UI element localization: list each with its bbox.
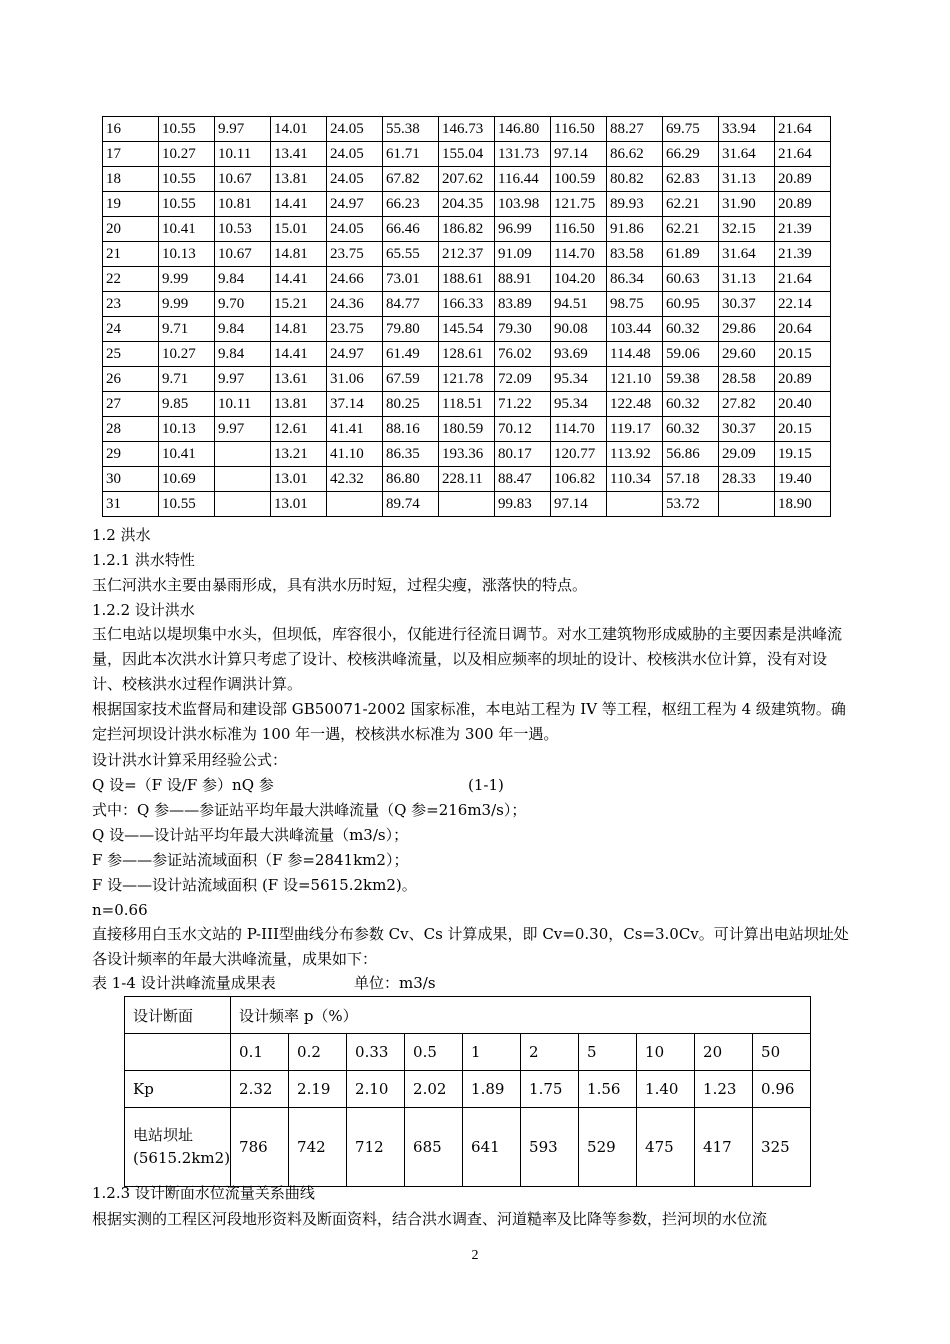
day-cell: 31: [103, 492, 159, 517]
flow-cell: 13.61: [271, 367, 327, 392]
table-row: [103, 392, 831, 417]
flow-cell: 9.97: [215, 417, 271, 442]
flow-value-cell: 475: [637, 1108, 695, 1187]
flow-cell: 31.06: [327, 367, 383, 392]
day-cell: 18: [103, 167, 159, 192]
formula-text: Q 设=（F 设/F 参）nQ 参: [92, 776, 274, 794]
frequency-cell: 0.33: [347, 1034, 405, 1071]
flow-cell: 180.59: [439, 417, 495, 442]
flow-cell: 59.06: [663, 342, 719, 367]
flow-cell: 24.66: [327, 267, 383, 292]
flow-cell: 53.72: [663, 492, 719, 517]
flow-cell: 204.35: [439, 192, 495, 217]
flow-cell: 21.39: [775, 242, 831, 267]
flow-cell: 31.90: [719, 192, 775, 217]
flow-cell: 9.84: [215, 342, 271, 367]
paragraph-formula-intro: 设计洪水计算采用经验公式：: [92, 751, 288, 769]
flow-value-cell: 593: [521, 1108, 579, 1187]
flow-cell: [215, 442, 271, 467]
flow-cell: 116.50: [551, 117, 607, 142]
flow-cell: 31.13: [719, 167, 775, 192]
flow-cell: 10.27: [159, 142, 215, 167]
flow-cell: 21.64: [775, 267, 831, 292]
flow-cell: 41.41: [327, 417, 383, 442]
table-row: [103, 342, 831, 367]
flow-cell: 9.70: [215, 292, 271, 317]
flow-cell: 13.41: [271, 142, 327, 167]
flow-cell: 24.05: [327, 117, 383, 142]
flow-cell: 114.70: [551, 242, 607, 267]
flow-cell: 80.82: [607, 167, 663, 192]
flow-cell: 9.84: [215, 267, 271, 292]
flow-cell: 24.05: [327, 217, 383, 242]
flow-cell: 84.77: [383, 292, 439, 317]
flow-cell: 88.27: [607, 117, 663, 142]
flow-cell: 10.27: [159, 342, 215, 367]
flow-cell: 186.82: [439, 217, 495, 242]
flow-cell: 99.83: [495, 492, 551, 517]
flow-cell: 20.89: [775, 192, 831, 217]
flow-cell: 9.99: [159, 267, 215, 292]
page-number: 2: [471, 1248, 479, 1263]
flow-cell: 188.61: [439, 267, 495, 292]
flow-cell: 90.08: [551, 317, 607, 342]
kp-cell: 2.19: [289, 1071, 347, 1108]
flow-cell: 91.86: [607, 217, 663, 242]
flow-cell: 62.83: [663, 167, 719, 192]
flow-cell: 80.17: [495, 442, 551, 467]
flow-cell: 13.01: [271, 467, 327, 492]
heading-1-2-2: 1.2.2 设计洪水: [92, 601, 195, 619]
day-cell: 27: [103, 392, 159, 417]
flow-cell: 31.64: [719, 142, 775, 167]
flow-cell: 103.44: [607, 317, 663, 342]
flow-cell: 88.16: [383, 417, 439, 442]
flow-cell: 120.77: [551, 442, 607, 467]
day-cell: 23: [103, 292, 159, 317]
table-row: [103, 292, 831, 317]
flow-cell: 88.47: [495, 467, 551, 492]
flow-cell: 19.40: [775, 467, 831, 492]
flow-cell: 113.92: [607, 442, 663, 467]
flow-cell: 10.41: [159, 442, 215, 467]
header-frequency: 设计频率 p（%）: [231, 997, 811, 1034]
flow-cell: 146.80: [495, 117, 551, 142]
flow-cell: 83.89: [495, 292, 551, 317]
flow-cell: 71.22: [495, 392, 551, 417]
table-row: [103, 167, 831, 192]
flow-cell: 212.37: [439, 242, 495, 267]
flow-cell: 91.09: [495, 242, 551, 267]
table-row: [103, 192, 831, 217]
flow-cell: 57.18: [663, 467, 719, 492]
flow-cell: 65.55: [383, 242, 439, 267]
flow-cell: 76.02: [495, 342, 551, 367]
day-cell: 30: [103, 467, 159, 492]
flow-cell: 13.01: [271, 492, 327, 517]
frequency-cell: 20: [695, 1034, 753, 1071]
flow-cell: 14.41: [271, 342, 327, 367]
kp-cell: 2.02: [405, 1071, 463, 1108]
frequency-cell: 5: [579, 1034, 637, 1071]
flow-cell: [439, 492, 495, 517]
flow-cell: 33.94: [719, 117, 775, 142]
kp-row: [125, 1071, 811, 1108]
flow-cell: 9.97: [215, 117, 271, 142]
frequency-row: [125, 1034, 811, 1071]
flow-cell: 66.29: [663, 142, 719, 167]
flow-cell: 30.37: [719, 292, 775, 317]
flow-cell: 19.15: [775, 442, 831, 467]
flow-cell: 22.14: [775, 292, 831, 317]
table-row: [103, 317, 831, 342]
flow-cell: 10.13: [159, 417, 215, 442]
flow-cell: 61.71: [383, 142, 439, 167]
exponent-n: n=0.66: [92, 901, 148, 919]
table-row: [103, 142, 831, 167]
flow-cell: 14.81: [271, 242, 327, 267]
flow-cell: 67.82: [383, 167, 439, 192]
flow-cell: 86.34: [607, 267, 663, 292]
kp-cell: 1.40: [637, 1071, 695, 1108]
table-row: [103, 117, 831, 142]
flow-cell: 121.10: [607, 367, 663, 392]
kp-cell: 2.10: [347, 1071, 405, 1108]
flow-cell: [215, 467, 271, 492]
flow-cell: 20.40: [775, 392, 831, 417]
day-cell: 22: [103, 267, 159, 292]
paragraph-parameters: 直接移用白玉水文站的 P-III型曲线分布参数 Cv、Cs 计算成果，即 Cv=0.30，Cs=3.0Cv。可计算出电站坝址处各设计频率的年最大洪峰流量，成果如下：: [92, 925, 849, 968]
flow-cell: 86.35: [383, 442, 439, 467]
day-cell: 26: [103, 367, 159, 392]
flow-cell: 29.09: [719, 442, 775, 467]
flow-cell: 23.75: [327, 317, 383, 342]
frequency-row-blank: [125, 1034, 231, 1071]
flow-cell: 60.32: [663, 392, 719, 417]
frequency-cell: 0.2: [289, 1034, 347, 1071]
flow-cell: 14.41: [271, 267, 327, 292]
flow-cell: 31.13: [719, 267, 775, 292]
table-row: [103, 367, 831, 392]
flow-cell: 67.59: [383, 367, 439, 392]
flow-cell: 110.34: [607, 467, 663, 492]
day-cell: 24: [103, 317, 159, 342]
flow-cell: 116.44: [495, 167, 551, 192]
flow-cell: 56.86: [663, 442, 719, 467]
flow-cell: 10.81: [215, 192, 271, 217]
flow-cell: 104.20: [551, 267, 607, 292]
flow-cell: 30.37: [719, 417, 775, 442]
flow-cell: 69.75: [663, 117, 719, 142]
flow-cell: 72.09: [495, 367, 551, 392]
flow-cell: 97.14: [551, 492, 607, 517]
flow-cell: 20.15: [775, 417, 831, 442]
table-row: [103, 492, 831, 517]
site-label: 电站坝址 (5615.2km2): [125, 1108, 231, 1187]
flow-value-cell: 529: [579, 1108, 637, 1187]
flow-cell: 18.90: [775, 492, 831, 517]
design-flood-table: [124, 996, 811, 1187]
flow-cell: 193.36: [439, 442, 495, 467]
flow-value-cell: 742: [289, 1108, 347, 1187]
formula-number: (1-1): [468, 776, 504, 794]
flow-cell: 10.55: [159, 117, 215, 142]
flow-cell: 96.99: [495, 217, 551, 242]
flow-cell: 10.67: [215, 242, 271, 267]
flow-cell: 10.11: [215, 392, 271, 417]
kp-cell: 0.96: [753, 1071, 811, 1108]
flow-cell: 21.64: [775, 142, 831, 167]
flow-cell: 31.64: [719, 242, 775, 267]
flow-cell: 37.14: [327, 392, 383, 417]
flow-cell: 119.17: [607, 417, 663, 442]
flow-cell: [327, 492, 383, 517]
frequency-cell: 0.5: [405, 1034, 463, 1071]
flow-cell: 70.12: [495, 417, 551, 442]
flow-cell: 131.73: [495, 142, 551, 167]
flow-cell: [215, 492, 271, 517]
flow-cell: 14.81: [271, 317, 327, 342]
flow-cell: 28.58: [719, 367, 775, 392]
paragraph-standard: 根据国家技术监督局和建设部 GB50071-2002 国家标准，本电站工程为 IV 等工程，枢纽工程为 4 级建筑物。确定拦河坝设计洪水标准为 100 年一遇，校核洪水标准为 300 年一遇。: [92, 700, 846, 743]
flow-value-cell: 641: [463, 1108, 521, 1187]
flow-cell: 62.21: [663, 192, 719, 217]
flow-cell: 23.75: [327, 242, 383, 267]
flow-cell: 60.32: [663, 417, 719, 442]
paragraph-stage-discharge: 根据实测的工程区河段地形资料及断面资料，结合洪水调查、河道糙率及比降等参数，拦河坝的水位流: [92, 1210, 768, 1228]
flow-cell: 86.80: [383, 467, 439, 492]
flow-cell: 97.14: [551, 142, 607, 167]
flow-cell: 21.64: [775, 117, 831, 142]
kp-cell: 1.56: [579, 1071, 637, 1108]
flow-cell: 24.05: [327, 167, 383, 192]
site-flow-row: [125, 1108, 811, 1187]
flow-cell: 10.11: [215, 142, 271, 167]
flow-cell: 94.51: [551, 292, 607, 317]
frequency-cell: 0.1: [231, 1034, 289, 1071]
flow-cell: 13.81: [271, 392, 327, 417]
table-caption: [92, 970, 852, 996]
design-header-row: [125, 997, 811, 1034]
table-caption-unit: 单位：m3/s: [354, 974, 436, 992]
flow-cell: 145.54: [439, 317, 495, 342]
flow-cell: 66.46: [383, 217, 439, 242]
flow-cell: 128.61: [439, 342, 495, 367]
flow-cell: 10.69: [159, 467, 215, 492]
flow-cell: 166.33: [439, 292, 495, 317]
flow-cell: 228.11: [439, 467, 495, 492]
day-cell: 20: [103, 217, 159, 242]
kp-cell: 2.32: [231, 1071, 289, 1108]
table-row: [103, 217, 831, 242]
flow-cell: 207.62: [439, 167, 495, 192]
kp-cell: 1.75: [521, 1071, 579, 1108]
flow-cell: 9.99: [159, 292, 215, 317]
day-cell: 25: [103, 342, 159, 367]
kp-cell: 1.89: [463, 1071, 521, 1108]
flow-cell: 42.32: [327, 467, 383, 492]
flow-cell: 14.41: [271, 192, 327, 217]
flow-cell: 9.71: [159, 367, 215, 392]
flow-value-cell: 712: [347, 1108, 405, 1187]
definition-f-design: F 设——设计站流域面积 (F 设=5615.2km2)。: [92, 876, 417, 894]
flow-cell: 20.89: [775, 167, 831, 192]
flow-cell: 59.38: [663, 367, 719, 392]
table-row: [103, 467, 831, 492]
flow-cell: 24.05: [327, 142, 383, 167]
flow-cell: 116.50: [551, 217, 607, 242]
frequency-cell: 50: [753, 1034, 811, 1071]
flow-cell: 10.41: [159, 217, 215, 242]
flow-cell: 9.84: [215, 317, 271, 342]
flow-cell: 60.63: [663, 267, 719, 292]
flow-cell: 60.32: [663, 317, 719, 342]
flow-cell: 80.25: [383, 392, 439, 417]
header-section: 设计断面: [125, 997, 231, 1034]
heading-1-2-1: 1.2.1 洪水特性: [92, 551, 195, 569]
flow-cell: 106.82: [551, 467, 607, 492]
flow-cell: 79.30: [495, 317, 551, 342]
flow-cell: 29.86: [719, 317, 775, 342]
daily-flow-table: [102, 116, 831, 517]
table-row: [103, 442, 831, 467]
flow-cell: 73.01: [383, 267, 439, 292]
flow-cell: 10.55: [159, 167, 215, 192]
flow-cell: 15.01: [271, 217, 327, 242]
flow-cell: 28.33: [719, 467, 775, 492]
flow-cell: 55.38: [383, 117, 439, 142]
heading-1-2: 1.2 洪水: [92, 526, 151, 544]
flow-cell: 27.82: [719, 392, 775, 417]
definition-q-design: Q 设——设计站平均年最大洪峰流量（m3/s）；: [92, 826, 409, 844]
flow-cell: 118.51: [439, 392, 495, 417]
flow-cell: 60.95: [663, 292, 719, 317]
flow-cell: 10.55: [159, 192, 215, 217]
flow-cell: 95.34: [551, 367, 607, 392]
flow-cell: 83.58: [607, 242, 663, 267]
frequency-cell: 10: [637, 1034, 695, 1071]
flow-cell: 20.15: [775, 342, 831, 367]
paragraph-design-flood: 玉仁电站以堤坝集中水头，但坝低，库容很小，仅能进行径流日调节。对水工建筑物形成威胁的主要因素是洪峰流量，因此本次洪水计算只考虑了设计、校核洪峰流量，以及相应频率的坝址的设计、校核洪水位计算，没有对设计、校核洪水过程作调洪计算。: [92, 625, 843, 693]
flow-cell: 32.15: [719, 217, 775, 242]
flow-cell: 10.53: [215, 217, 271, 242]
flow-cell: 24.36: [327, 292, 383, 317]
flow-cell: 13.81: [271, 167, 327, 192]
table-row: [103, 417, 831, 442]
kp-cell: 1.23: [695, 1071, 753, 1108]
flow-cell: 98.75: [607, 292, 663, 317]
flow-cell: 13.21: [271, 442, 327, 467]
definition-f-ref: F 参——参证站流域面积（F 参=2841km2）；: [92, 851, 409, 869]
day-cell: 16: [103, 117, 159, 142]
flow-cell: 20.89: [775, 367, 831, 392]
flow-cell: 41.10: [327, 442, 383, 467]
flow-cell: 9.85: [159, 392, 215, 417]
flow-cell: 9.97: [215, 367, 271, 392]
flow-value-cell: 786: [231, 1108, 289, 1187]
flow-cell: 10.67: [215, 167, 271, 192]
table-caption-title: 表 1-4 设计洪峰流量成果表: [92, 974, 276, 992]
flow-cell: 95.34: [551, 392, 607, 417]
flow-cell: 10.55: [159, 492, 215, 517]
day-cell: 19: [103, 192, 159, 217]
formula: [92, 772, 852, 798]
day-cell: 21: [103, 242, 159, 267]
flow-cell: 21.39: [775, 217, 831, 242]
flow-cell: [719, 492, 775, 517]
flow-cell: 24.97: [327, 342, 383, 367]
paragraph-flood-character: 玉仁河洪水主要由暴雨形成，具有洪水历时短，过程尖瘦，涨落快的特点。: [92, 576, 588, 594]
table-row: [103, 242, 831, 267]
flow-cell: 155.04: [439, 142, 495, 167]
flow-cell: 89.93: [607, 192, 663, 217]
flow-cell: 86.62: [607, 142, 663, 167]
flow-cell: 20.64: [775, 317, 831, 342]
flow-cell: 61.49: [383, 342, 439, 367]
flow-cell: [607, 492, 663, 517]
flow-value-cell: 417: [695, 1108, 753, 1187]
flow-cell: 62.21: [663, 217, 719, 242]
flow-cell: 61.89: [663, 242, 719, 267]
flow-value-cell: 685: [405, 1108, 463, 1187]
flow-cell: 10.13: [159, 242, 215, 267]
day-cell: 17: [103, 142, 159, 167]
flow-cell: 121.75: [551, 192, 607, 217]
flow-cell: 14.01: [271, 117, 327, 142]
flow-cell: 12.61: [271, 417, 327, 442]
flow-cell: 66.23: [383, 192, 439, 217]
table-row: [103, 267, 831, 292]
flow-cell: 88.91: [495, 267, 551, 292]
kp-label: Kp: [125, 1071, 231, 1108]
flow-cell: 114.70: [551, 417, 607, 442]
frequency-cell: 1: [463, 1034, 521, 1071]
flow-cell: 79.80: [383, 317, 439, 342]
flow-cell: 15.21: [271, 292, 327, 317]
flow-cell: 114.48: [607, 342, 663, 367]
flow-cell: 146.73: [439, 117, 495, 142]
day-cell: 28: [103, 417, 159, 442]
flow-cell: 100.59: [551, 167, 607, 192]
flow-cell: 121.78: [439, 367, 495, 392]
frequency-cell: 2: [521, 1034, 579, 1071]
flow-cell: 9.71: [159, 317, 215, 342]
flow-cell: 24.97: [327, 192, 383, 217]
definition-q-ref: 式中：Q 参——参证站平均年最大洪峰流量（Q 参=216m3/s）；: [92, 801, 527, 819]
flow-cell: 89.74: [383, 492, 439, 517]
flow-cell: 29.60: [719, 342, 775, 367]
flow-value-cell: 325: [753, 1108, 811, 1187]
flow-cell: 103.98: [495, 192, 551, 217]
day-cell: 29: [103, 442, 159, 467]
flow-cell: 93.69: [551, 342, 607, 367]
flow-cell: 122.48: [607, 392, 663, 417]
heading-1-2-3: 1.2.3 设计断面水位流量关系曲线: [92, 1184, 315, 1202]
